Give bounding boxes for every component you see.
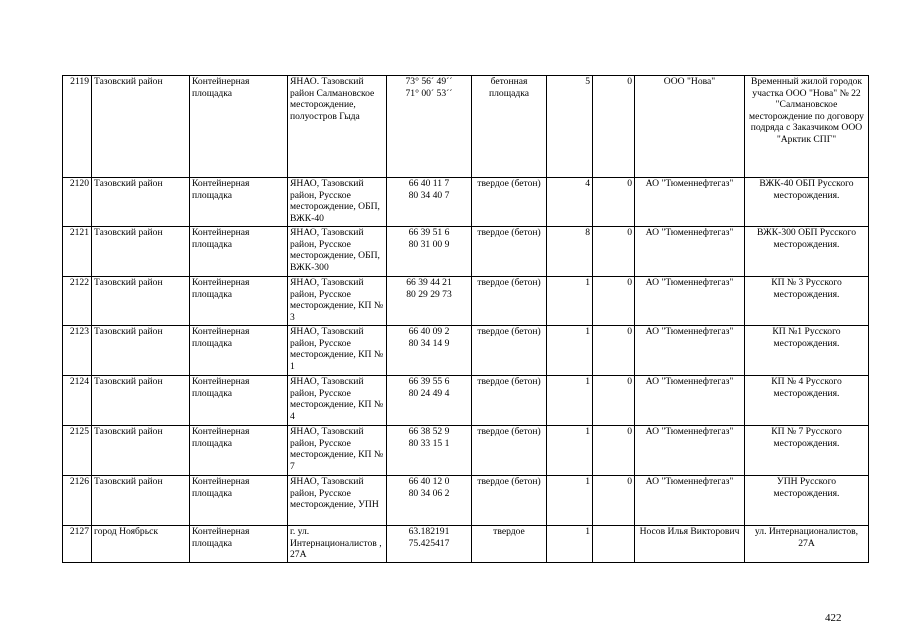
- cell-volume: [593, 526, 635, 563]
- cell-district: Тазовский район: [92, 376, 190, 426]
- cell-surface: твердое (бетон): [472, 178, 547, 227]
- cell-surface: твердое: [472, 526, 547, 563]
- cell-address: ЯНАО, Тазовский район, Русское месторождение, ОБП, ВЖК-300: [288, 227, 387, 277]
- coordinate-longitude: 80 29 29 73: [406, 288, 452, 300]
- cell-district: Тазовский район: [92, 426, 190, 476]
- cell-address: ЯНАО, Тазовский район, Русское месторождение, КП № 1: [288, 326, 387, 376]
- cell-owner: АО "Тюменнефтегаз": [635, 426, 745, 476]
- cell-district: Тазовский район: [92, 326, 190, 376]
- cell-surface: бетонная площадка: [472, 76, 547, 178]
- cell-number: 2124: [63, 376, 92, 426]
- cell-container-count: 1: [547, 376, 593, 426]
- cell-volume: 0: [593, 476, 635, 526]
- table-row: [63, 476, 869, 526]
- cell-owner: ООО "Нова": [635, 76, 745, 178]
- table-row: [63, 178, 869, 227]
- cell-address: ЯНАО, Тазовский район, Русское месторождение, ОБП, ВЖК-40: [288, 178, 387, 227]
- cell-district: Тазовский район: [92, 178, 190, 227]
- cell-site-type: Контейнерная площадка: [190, 178, 288, 227]
- coordinate-longitude: 80 33 15 1: [408, 437, 450, 449]
- cell-number: 2119: [63, 76, 92, 178]
- cell-coordinates: [387, 526, 472, 563]
- cell-owner: АО "Тюменнефтегаз": [635, 277, 745, 326]
- coordinate-longitude: 71° 00´ 53´´: [405, 87, 453, 99]
- coordinate-latitude: 66 38 52 9: [408, 426, 450, 437]
- cell-surface: твердое (бетон): [472, 426, 547, 476]
- cell-volume: 0: [593, 178, 635, 227]
- cell-volume: 0: [593, 326, 635, 376]
- cell-address: ЯНАО, Тазовский район, Русское месторождение, КП № 7: [288, 426, 387, 476]
- cell-site-type: Контейнерная площадка: [190, 227, 288, 277]
- cell-address: ЯНАО, Тазовский район, Русское месторождение, УПН: [288, 476, 387, 526]
- cell-waste-source: УПН Русского месторождения.: [745, 476, 869, 526]
- cell-container-count: 1: [547, 476, 593, 526]
- cell-number: 2123: [63, 326, 92, 376]
- coordinate-longitude: 80 31 00 9: [408, 238, 450, 250]
- cell-surface: твердое (бетон): [472, 227, 547, 277]
- cell-coordinates: [387, 227, 472, 277]
- cell-container-count: 5: [547, 76, 593, 178]
- cell-container-count: 1: [547, 277, 593, 326]
- coordinate-latitude: 66 40 11 7: [408, 178, 450, 189]
- cell-container-count: 8: [547, 227, 593, 277]
- coordinate-latitude: 66 39 55 6: [408, 376, 450, 387]
- table-row: [63, 76, 869, 178]
- cell-waste-source: КП № 7 Русского месторождения.: [745, 426, 869, 476]
- table-row: [63, 376, 869, 426]
- cell-site-type: Контейнерная площадка: [190, 526, 288, 563]
- cell-owner: АО "Тюменнефтегаз": [635, 227, 745, 277]
- cell-site-type: Контейнерная площадка: [190, 76, 288, 178]
- cell-address: ЯНАО. Тазовский район Салмановское месторождение, полуостров Гыда: [288, 76, 387, 178]
- cell-container-count: 1: [547, 326, 593, 376]
- cell-owner: АО "Тюменнефтегаз": [635, 376, 745, 426]
- cell-number: 2126: [63, 476, 92, 526]
- cell-owner: АО "Тюменнефтегаз": [635, 326, 745, 376]
- cell-waste-source: КП № 3 Русского месторождения.: [745, 277, 869, 326]
- table-row: [63, 526, 869, 563]
- cell-volume: 0: [593, 426, 635, 476]
- cell-number: 2121: [63, 227, 92, 277]
- coordinate-latitude: 73° 56´ 49´´: [405, 76, 453, 87]
- cell-coordinates: [387, 376, 472, 426]
- coordinate-longitude: 80 34 40 7: [408, 189, 450, 201]
- cell-number: 2120: [63, 178, 92, 227]
- coordinate-latitude: 66 40 09 2: [408, 326, 450, 337]
- cell-owner: Носов Илья Викторович: [635, 526, 745, 563]
- cell-waste-source: Временный жилой городок участка ООО "Нова" № 22 "Салмановское месторождение по договору подряда с Заказчиком ООО "Арктик СПГ": [745, 76, 869, 178]
- coordinate-longitude: 80 34 14 9: [408, 337, 450, 349]
- cell-coordinates: [387, 76, 472, 178]
- coordinate-latitude: 63.182191: [408, 526, 450, 537]
- coordinate-latitude: 66 39 44 21: [406, 277, 452, 288]
- cell-district: Тазовский район: [92, 277, 190, 326]
- coordinate-latitude: 66 40 12 0: [408, 476, 450, 487]
- cell-volume: 0: [593, 76, 635, 178]
- cell-surface: твердое (бетон): [472, 476, 547, 526]
- table-row: [63, 326, 869, 376]
- cell-waste-source: ул. Интернационалистов, 27А: [745, 526, 869, 563]
- cell-owner: АО "Тюменнефтегаз": [635, 476, 745, 526]
- cell-coordinates: [387, 426, 472, 476]
- cell-waste-source: КП № 4 Русского месторождения.: [745, 376, 869, 426]
- cell-site-type: Контейнерная площадка: [190, 326, 288, 376]
- cell-waste-source: ВЖК-300 ОБП Русского месторождения.: [745, 227, 869, 277]
- registry-table: [62, 75, 869, 563]
- cell-district: Тазовский район: [92, 227, 190, 277]
- page-number: 422: [825, 612, 842, 624]
- table-row: [63, 227, 869, 277]
- cell-district: город Ноябрьск: [92, 526, 190, 563]
- cell-container-count: 1: [547, 526, 593, 563]
- coordinate-longitude: 75.425417: [408, 537, 450, 549]
- cell-surface: твердое (бетон): [472, 277, 547, 326]
- coordinate-longitude: 80 24 49 4: [408, 387, 450, 399]
- coordinate-longitude: 80 34 06 2: [408, 487, 450, 499]
- cell-address: ЯНАО, Тазовский район, Русское месторождение, КП № 3: [288, 277, 387, 326]
- cell-coordinates: [387, 178, 472, 227]
- cell-coordinates: [387, 476, 472, 526]
- cell-site-type: Контейнерная площадка: [190, 476, 288, 526]
- cell-coordinates: [387, 277, 472, 326]
- coordinate-latitude: 66 39 51 6: [408, 227, 450, 238]
- cell-owner: АО "Тюменнефтегаз": [635, 178, 745, 227]
- cell-number: 2125: [63, 426, 92, 476]
- cell-site-type: Контейнерная площадка: [190, 426, 288, 476]
- cell-volume: 0: [593, 376, 635, 426]
- cell-number: 2127: [63, 526, 92, 563]
- cell-district: Тазовский район: [92, 476, 190, 526]
- cell-district: Тазовский район: [92, 76, 190, 178]
- cell-volume: 0: [593, 277, 635, 326]
- cell-container-count: 4: [547, 178, 593, 227]
- cell-surface: твердое (бетон): [472, 376, 547, 426]
- table-row: [63, 277, 869, 326]
- cell-waste-source: КП №1 Русского месторождения.: [745, 326, 869, 376]
- table-row: [63, 426, 869, 476]
- cell-coordinates: [387, 326, 472, 376]
- cell-address: г. ул. Интернационалистов , 27А: [288, 526, 387, 563]
- cell-surface: твердое (бетон): [472, 326, 547, 376]
- cell-site-type: Контейнерная площадка: [190, 376, 288, 426]
- cell-volume: 0: [593, 227, 635, 277]
- cell-number: 2122: [63, 277, 92, 326]
- cell-container-count: 1: [547, 426, 593, 476]
- cell-address: ЯНАО, Тазовский район, Русское месторождение, КП № 4: [288, 376, 387, 426]
- cell-site-type: Контейнерная площадка: [190, 277, 288, 326]
- cell-waste-source: ВЖК-40 ОБП Русского месторождения.: [745, 178, 869, 227]
